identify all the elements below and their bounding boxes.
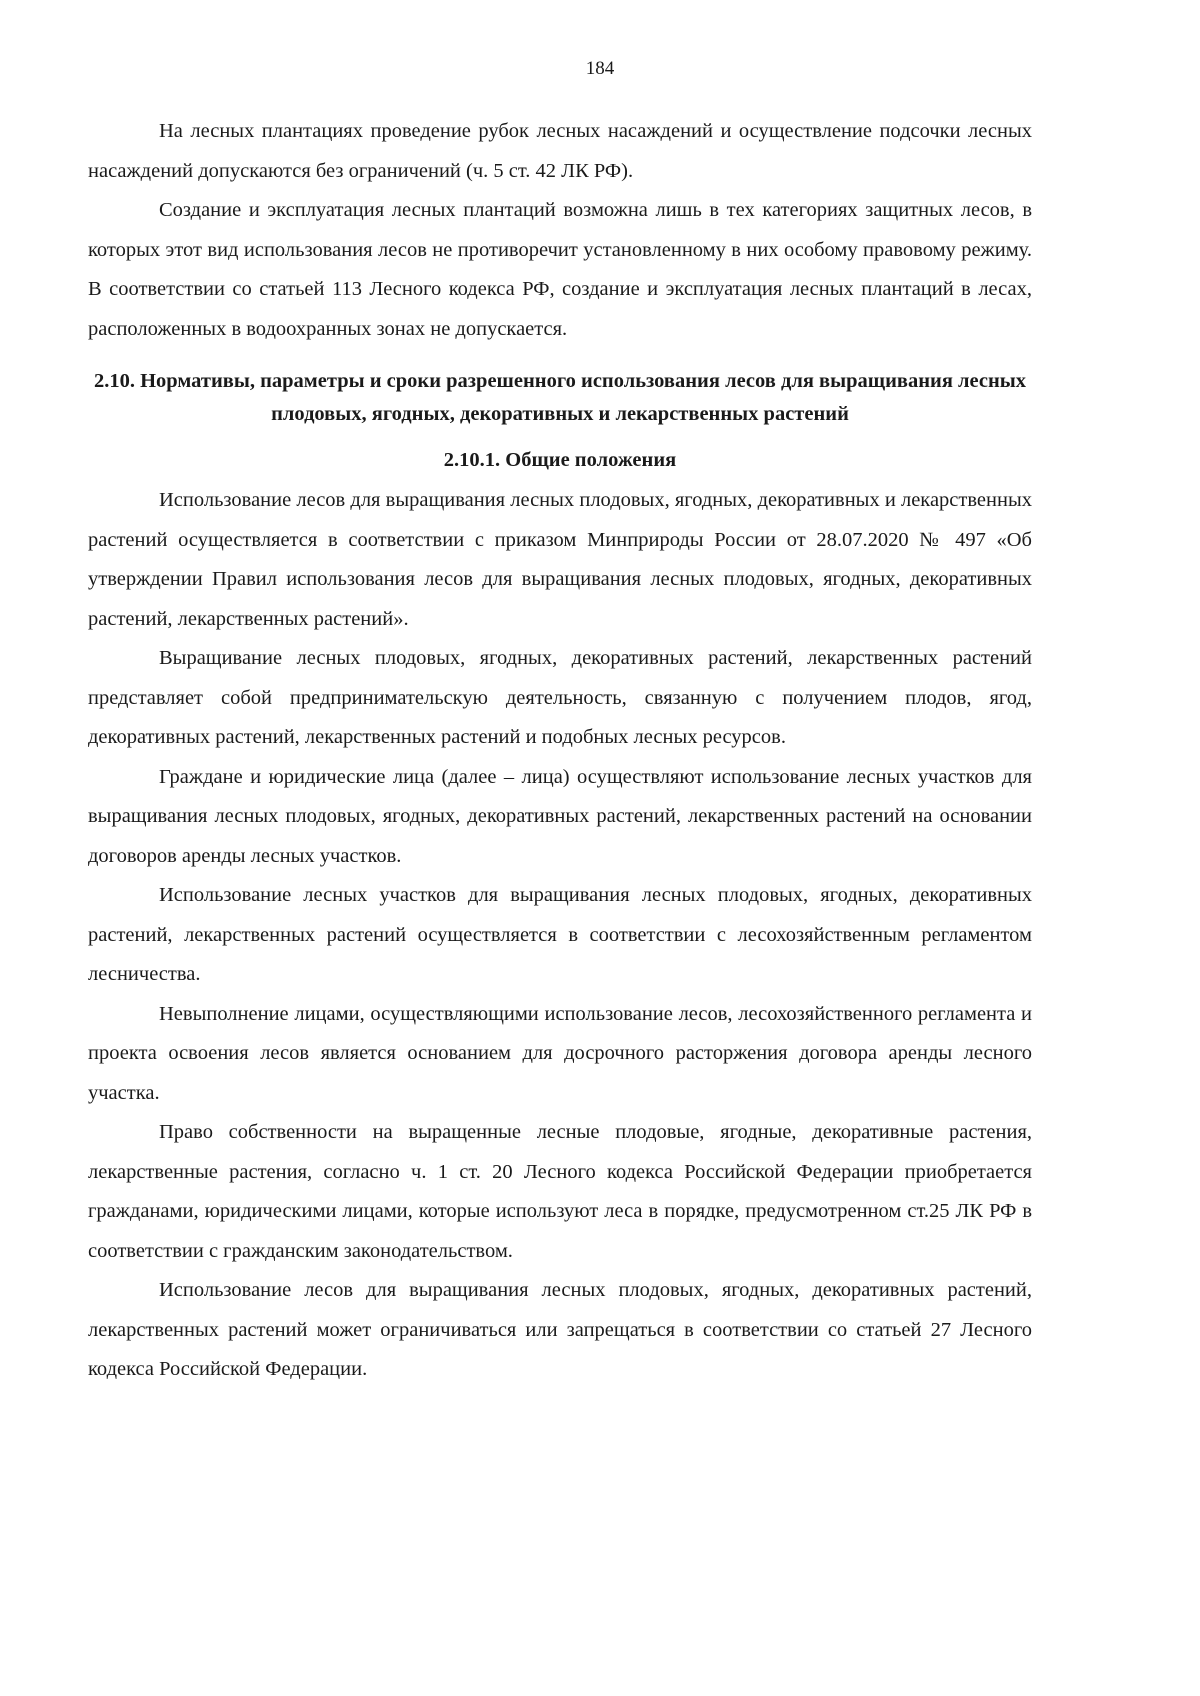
paragraph: На лесных плантациях проведение рубок лесных насаждений и осуществление подсочки лесных насаждений допускаются без ограничений (ч. 5 ст. 42 ЛК РФ).: [88, 120, 1032, 182]
paragraph: Граждане и юридические лица (далее – лица) осуществляют использование лесных участков для выращивания лесных плодовых, ягодных, декоративных растений, лекарственных растений на основании договоров аренды лесных участков.: [88, 765, 1032, 867]
paragraph: Использование лесных участков для выращивания лесных плодовых, ягодных, декоративных растений, лекарственных растений осуществляется в соответствии с лесохозяйственным регламентом лесничества.: [88, 884, 1032, 985]
paragraph: Выращивание лесных плодовых, ягодных, декоративных растений, лекарственных растений представляет собой предпринимательскую деятельность, связанную с получением плодов, ягод, декоративных растений, лекарственных растений и подобных лесных ресурсов.: [88, 647, 1032, 748]
paragraph: Создание и эксплуатация лесных плантаций возможна лишь в тех категориях защитных лесов, в которых этот вид использования лесов не противоречит установленному в них особому правовому режиму. В соответствии со статьей 113 Лесного кодекса РФ, создание и эксплуатация лесных плантаций в лесах, расположенных в водоохранных зонах не допускается.: [88, 199, 1032, 340]
paragraph: Право собственности на выращенные лесные плодовые, ягодные, декоративные растения, лекарственные растения, согласно ч. 1 ст. 20 Лесного кодекса Российской Федерации приобретается гражданами, юридическими лицами, которые используют леса в порядке, предусмотренном ст.25 ЛК РФ в соответствии с гражданским законодательством.: [88, 1121, 1032, 1262]
subsection-heading: 2.10.1. Общие положения: [443, 449, 677, 471]
page-content: [88, 112, 1032, 1390]
paragraph: Использование лесов для выращивания лесных плодовых, ягодных, декоративных и лекарственных растений осуществляется в соответствии с приказом Минприроды России от 28.07.2020 № 497 «Об утверждении Правил использования лесов для выращивания лесных плодовых, ягодных, декоративных растений, лекарственных растений».: [88, 489, 1032, 630]
paragraph: Невыполнение лицами, осуществляющими использование лесов, лесохозяйственного регламента и проекта освоения лесов является основанием для досрочного расторжения договора аренды лесного участка.: [88, 1002, 1032, 1104]
paragraph: Использование лесов для выращивания лесных плодовых, ягодных, декоративных растений, лекарственных растений может ограничиваться или запрещаться в соответствии со статьей 27 Лесного кодекса Российской Федерации.: [88, 1279, 1032, 1380]
section-heading: 2.10. Нормативы, параметры и сроки разрешенного использования лесов для выращивания лесных плодовых, ягодных, декоративных и лекарственных растений: [93, 370, 1027, 425]
page-number: 184: [585, 58, 615, 79]
